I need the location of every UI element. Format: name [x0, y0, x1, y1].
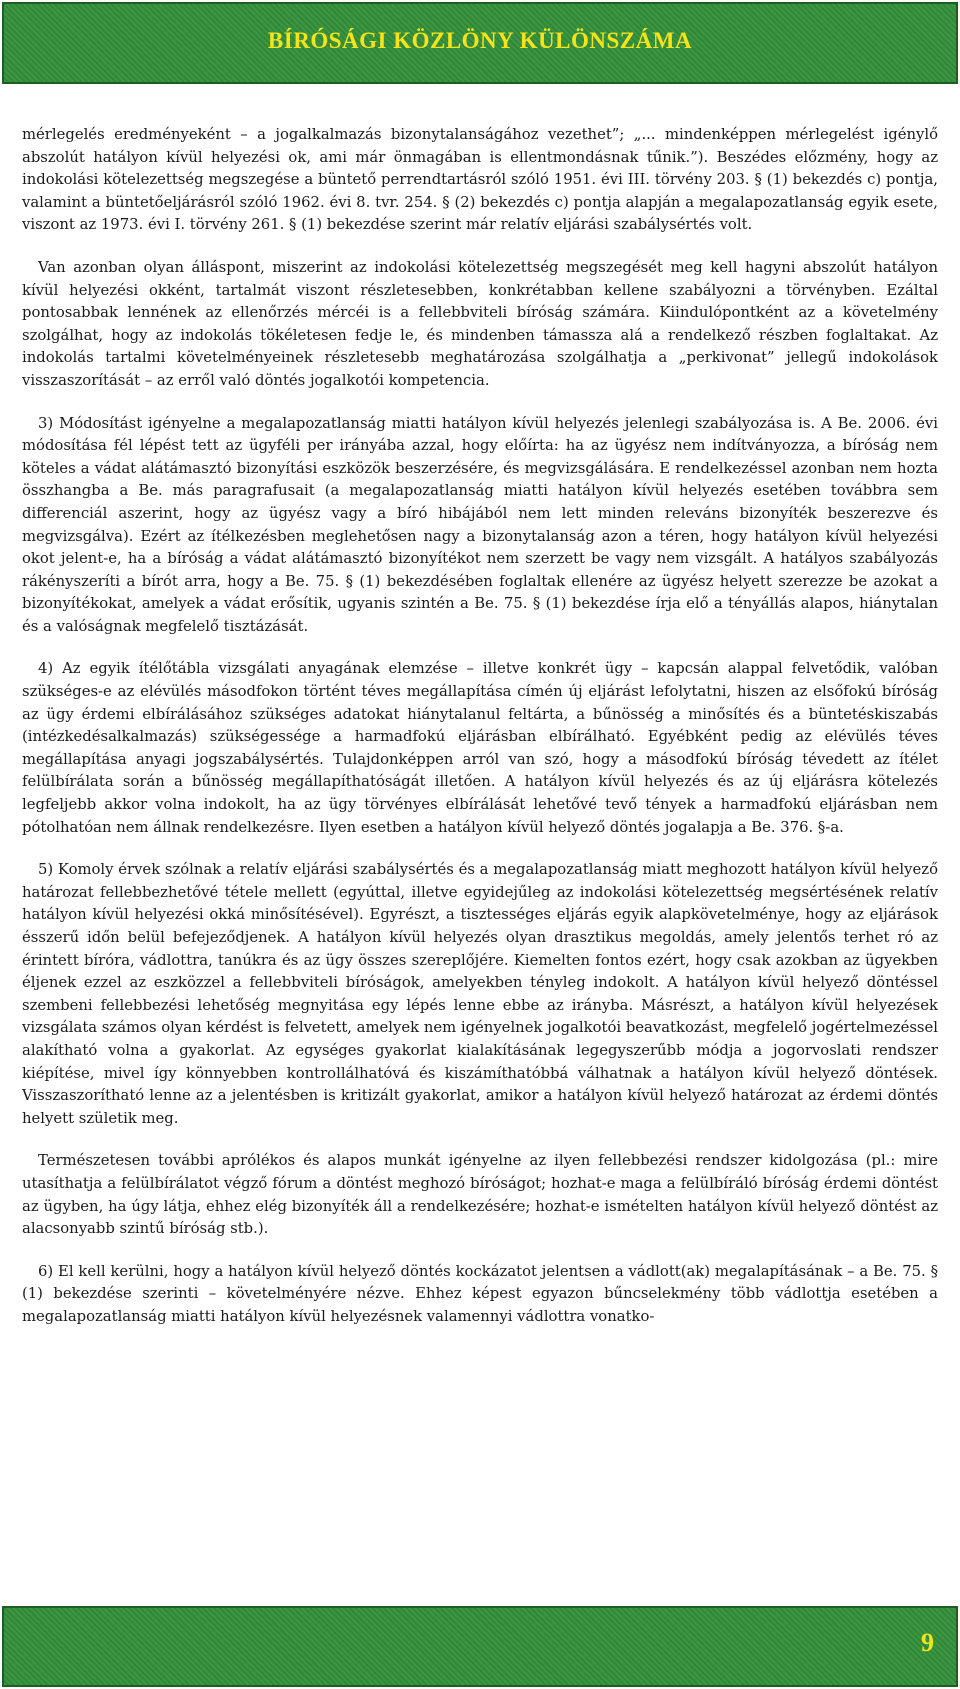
page-footer [2, 1606, 958, 1687]
page-number: 9 [921, 1628, 934, 1657]
paragraph-point-3: 3) Módosítást igényelne a megalapozatlanság miatti hatályon kívül helyezés jelenlegi szabályozása is. A Be. 2006. évi módosítása fél lépést tett az ügyféli per irányába azzal, hogy előírta: ha az ügyész nem indítványozza, a bíróság nem köteles a vádat alátámasztó bizonyítási eszközök beszerzésére, és megvizsgálására. E rendelkezéssel azonban nem hozta összhangba a Be. más paragrafusait (a megalapozatlanság miatti hatályon kívül helyezés esetében továbbra sem differenciál aszerint, hogy az ügyész vagy a bíró hibájából nem lett minden releváns bizonyíték beszerezve és megvizsgálva). Ezért az ítélkezésben meglehetősen nagy a bizonytalanság azon a téren, hogy hatályon kívül helyezési okot jelent-e, ha a bíróság a vádat alátámasztó bizonyítékot nem szerzett be vagy nem vizsgált. A hatályos szabályozás rákényszeríti a bírót arra, hogy a Be. 75. § (1) bekezdésében foglaltak ellenére az ügyész helyett szerezze be azokat a bizonyítékokat, amelyek a vádat erősítik, ugyanis szintén a Be. 75. § (1) bekezdése írja elő a tényállás alapos, hiánytalan és a valóságnak megfelelő tisztázását. [22, 414, 938, 635]
paragraph-point-4: 4) Az egyik ítélőtábla vizsgálati anyagának elemzése – illetve konkrét ügy – kapcsán alappal felvetődik, valóban szükséges-e az elévülés másodfokon történt téves megállapítása címén új eljárást lefolytatni, hiszen az elsőfokú bíróság az ügy érdemi elbírálásához szükséges adatokat hiánytalanul feltárta, a bűnösség a minősítés és a büntetéskiszabás (intézkedésalkalmazás) szükségessége a harmadfokú eljárásban elbírálható. Egyébként pedig az elévülés téves megállapítása anyagi jogszabálysértés. Tulajdonképpen arról van szó, hogy a másodfokú bíróság tévedett az ítélet felülbírálata során a bűnösség megállapíthatóságát illetően. A hatályon kívül helyezés és az új eljárásra kötelezés legfeljebb akkor volna indokolt, ha az ügy törvényes elbírálását lehetővé tevő tények a harmadfokú eljárásban nem pótolhatóan nem állnak rendelkezésre. Ilyen esetben a hatályon kívül helyező döntés jogalapja a Be. 376. §-a. [22, 660, 938, 836]
paragraph: Természetesen további aprólékos és alapos munkát igényelne az ilyen fellebbezési rendszer kidolgozása (pl.: mire utasíthatja a felülbírálatot végző fórum a döntést meghozó bíróságot; hozhat-e maga a felülbíráló bíróság érdemi döntést az ügyben, ha úgy látja, ehhez elég bizonyíték áll a rendelkezésére; hozhat-e ismételten hatályon kívül helyező döntést az alacsonyabb szintű bíróság stb.). [22, 1152, 938, 1238]
paragraph: Van azonban olyan álláspont, miszerint az indokolási kötelezettség megszegését meg kell hagyni abszolút hatályon kívül helyezési okként, tartalmát viszont részletesebben, konkrétabban kellene szabályozni a törvényben. Ezáltal pontosabbak lennének az ellenőrzés mércéi is a fellebbviteli bíróság számára. Kiindulópontként az a követelmény szolgálhat, hogy az indokolás tökéletesen fedje le, és mindenben támassza alá a rendelkező részben foglaltakat. Az indokolás tartalmi követelményeinek részletesebb meghatározása szolgálhatja a „perkivonat” jellegű indokolások visszaszorítását – az erről való döntés jogalkotói kompetencia. [22, 258, 938, 389]
paragraph-continuation: mérlegelés eredményeként – a jogalkalmazás bizonytalanságához vezethet”; „... mindenképpen mérlegelést igénylő abszolút hatályon kívül helyezési ok, ami már önmagában is ellentmondásnak tűnik.”). Beszédes előzmény, hogy az indokolási kötelezettség megszegése a büntető perrendtartásról szóló 1951. évi III. törvény 203. § (1) bekezdés c) pontja, valamint a büntetőeljárásról szóló 1962. évi 8. tvr. 254. § (2) bekezdés c) pontja alapján a megalapozatlanság egyik esete, viszont az 1973. évi I. törvény 261. § (1) bekezdése szerint már relatív eljárási szabálysértés volt. [22, 126, 938, 234]
publication-title: BÍRÓSÁGI KÖZLÖNY KÜLÖNSZÁMA [267, 28, 693, 53]
paragraph-point-5: 5) Komoly érvek szólnak a relatív eljárási szabálysértés és a megalapozatlanság miatt meghozott hatályon kívül helyező határozat fellebbezhetővé tétele mellett (egyúttal, illetve egyidejűleg az indokolási kötelezettség megsértésének relatív hatályon kívül helyezési okká minősítésével). Egyrészt, a tisztességes eljárás egyik alapkövetelménye, hogy az eljárások ésszerű időn belül befejeződjenek. A hatályon kívül helyezés olyan drasztikus megoldás, amely jelentős terhet ró az érintett bíróra, vádlottra, tanúkra és az ügy összes szereplőjére. Kiemelten fontos ezért, hogy csak azokban az ügyekben éljenek ezzel az eszközzel a fellebbviteli bíróságok, amelyekben tényleg indokolt. A hatályon kívül helyező döntéssel szembeni fellebbezési lehetőség megnyitása egy lépés lenne ebbe az irányba. Másrészt, a hatályon kívül helyezések vizsgálata számos olyan kérdést is felvetett, amelyek nem igényelnek jogalkotói beavatkozást, megfelelő jogértelmezéssel alakítható volna a gyakorlat. Az egységes gyakorlat kialakításának legegyszerűbb módja a jogorvoslati rendszer kiépítése, mivel így könnyebben kontrollálhatóvá és kiszámíthatóbbá válhatnak a hatályon kívül helyező döntések. Visszaszorítható lenne az a jelentésben is kritizált gyakorlat, amikor a hatályon kívül helyező határozat az érdemi döntés helyett születik meg. [22, 861, 939, 1127]
document-body [22, 124, 938, 1349]
page-header [2, 2, 958, 84]
paragraph-point-6: 6) El kell kerülni, hogy a hatályon kívül helyező döntés kockázatot jelentsen a vádlott(ak) megalapításának – a Be. 75. § (1) bekezdése szerinti – követelményére nézve. Ehhez képest egyazon bűncselekmény több vádlottja esetében a megalapozatlanság miatti hatályon kívül helyezésnek valamennyi vádlottra vonatko- [22, 1262, 938, 1325]
